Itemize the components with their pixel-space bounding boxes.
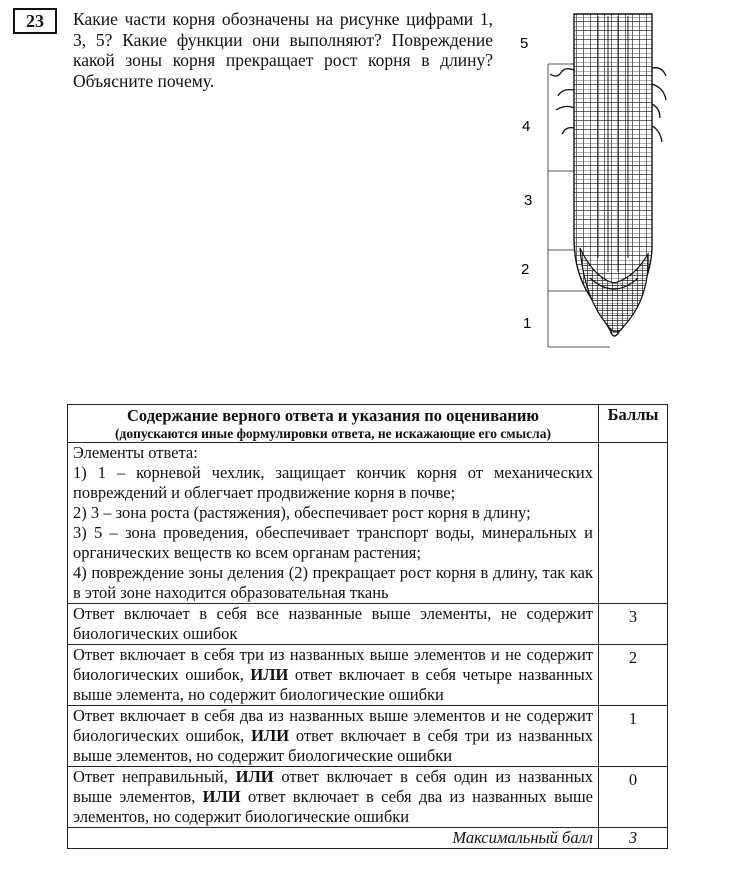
zone-label-4: 4 [522,118,531,135]
criterion-row [68,645,668,706]
criterion-points: 3 [599,604,668,645]
zone-label-2: 2 [521,261,530,278]
criterion-row [68,706,668,767]
content-header-cell [68,405,599,443]
criterion-text: Ответ неправильный, ИЛИ ответ включает в себя один из названных выше элементов, ИЛИ ответ включает в себя два из названных выше элементов, но содержит биологические ошибки [68,767,599,828]
criterion-points: 0 [599,767,668,828]
answer-element-2: 2) 3 – зона роста (растяжения), обеспечивает рост корня в длину; [73,503,531,522]
criterion-text: Ответ включает в себя два из названных выше элементов и не содержит биологических ошибок, ИЛИ ответ включает в себя три из названных выше элементов, но содержит биологические ошибки [68,706,599,767]
or-keyword: ИЛИ [251,726,290,745]
answer-element-3: 3) 5 – зона проведения, обеспечивает транспорт воды, минеральных и органических веществ ко всем органам растения; [73,523,593,562]
grading-table [67,404,668,849]
criterion-points: 1 [599,706,668,767]
root-zones-diagram [510,8,670,353]
zone-label-1: 1 [523,315,532,332]
root-body [574,14,652,336]
question-text: Какие части корня обозначены на рисунке цифрами 1, 3, 5? Какие функции они выполняют? Повреждение какой зоны корня прекращает рост корня в длину? Объясните почему. [73,9,493,91]
question-number: 23 [13,8,57,34]
table-header-row [68,405,668,443]
criterion-points: 2 [599,645,668,706]
max-score-row [68,828,668,849]
zone-label-5: 5 [520,35,529,52]
max-score-label: Максимальный балл [68,828,599,849]
zone-label-3: 3 [524,192,533,209]
content-header-title: Содержание верного ответа и указания по оцениванию [127,406,539,425]
max-score-value: 3 [599,828,668,849]
criterion-row [68,604,668,645]
criterion-text: Ответ включает в себя все названные выше элементы, не содержит биологических ошибок [68,604,599,645]
answer-elements-cell [68,443,599,604]
or-keyword: ИЛИ [250,665,289,684]
criterion-text: Ответ включает в себя три из названных выше элементов и не содержит биологических ошибок, ИЛИ ответ включает в себя четыре названных выше элемента, но содержит биологические ошибки [68,645,599,706]
or-keyword: ИЛИ [202,787,241,806]
answer-element-1: 1) 1 – корневой чехлик, защищает кончик корня от механических повреждений и облегчает продвижение корня в почве; [73,463,593,502]
points-header: Баллы [599,405,668,443]
content-header-subtitle: (допускаются иные формулировки ответа, не искажающие его смысла) [115,426,551,441]
answer-elements-title: Элементы ответа: [73,443,198,462]
answer-elements-row [68,443,668,604]
or-keyword: ИЛИ [235,767,274,786]
answer-elements-points [599,443,668,604]
criterion-row [68,767,668,828]
answer-element-4: 4) повреждение зоны деления (2) прекращает рост корня в длину, так как в этой зоне находится образовательная ткань [73,563,593,602]
